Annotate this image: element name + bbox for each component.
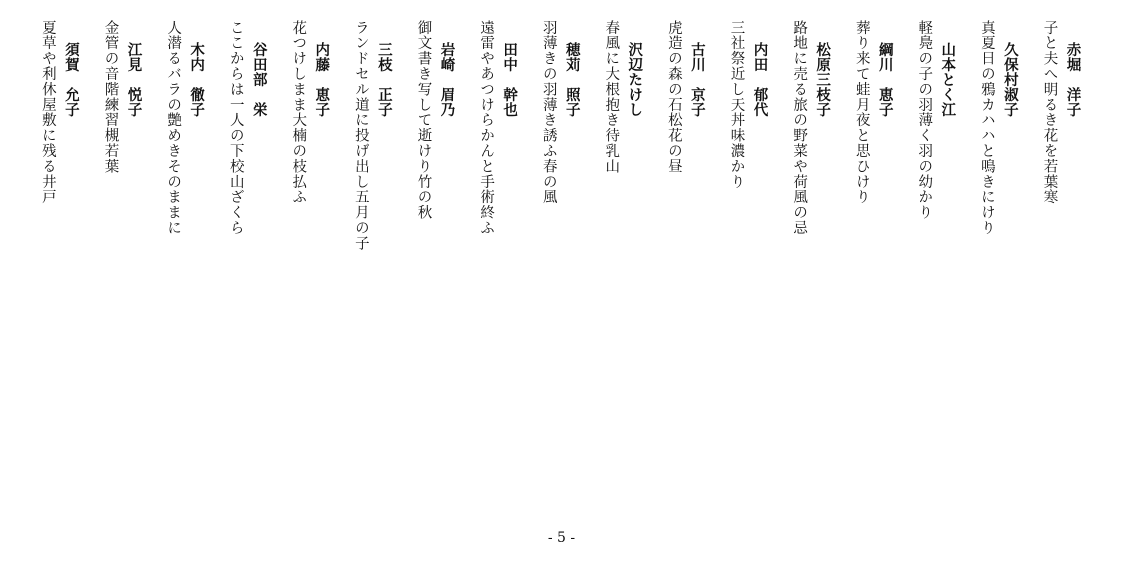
poem-haiku: 葬り来て蛙月夜と思ひけり: [853, 20, 870, 205]
poem-haiku: 遠雷やあつけらかんと手術終ふ: [478, 20, 495, 236]
poem-author: 木内 徹子: [188, 42, 206, 117]
page-number: - 5 -: [547, 530, 576, 546]
poem-author: 三枝 正子: [375, 42, 393, 117]
poem-haiku: ランドセル道に投げ出し五月の子: [352, 20, 369, 251]
poem-author: 綱川 恵子: [876, 42, 894, 117]
poem-haiku: 花つけしまま大楠の枝払ふ: [290, 20, 307, 205]
poem-author: 沢辺たけし: [626, 42, 644, 117]
poem-author: 赤堀 洋子: [1064, 42, 1082, 117]
poem-author: 松原三枝子: [814, 42, 832, 117]
poem-haiku: 金管の音階練習槻若葉: [102, 20, 119, 174]
poem-author: 田中 幹也: [501, 42, 519, 117]
poem-haiku: 三社祭近し天丼味濃かり: [728, 20, 745, 190]
poem-author: 内藤 恵子: [313, 42, 331, 117]
poem-haiku: 真夏日の鴉カハハと鳴きにけり: [978, 20, 995, 236]
poem-author: 山本とく江: [939, 42, 957, 117]
poem-author: 久保村淑子: [1001, 42, 1019, 117]
poem-haiku: ここからは一人の下校山ざくら: [227, 20, 244, 236]
poem-haiku: 虎造の森の石松花の昼: [665, 20, 682, 174]
poem-author: 須賀 允子: [62, 42, 80, 117]
poem-haiku: 子と夫へ明るき花を若葉寒: [1041, 20, 1058, 205]
poem-haiku: 春風に大根抱き待乳山: [603, 20, 620, 174]
poem-author: 穂苅 照子: [563, 42, 581, 117]
poem-haiku: 人潜るバラの艶めきそのままに: [165, 20, 182, 236]
poem-author: 江見 悦子: [125, 42, 143, 117]
poem-haiku: 路地に売る旅の野菜や荷風の忌: [791, 20, 808, 236]
poem-haiku: 夏草や利休屋敷に残る井戸: [39, 20, 56, 205]
poem-author: 内田 郁代: [751, 42, 769, 117]
poem-author: 谷田部 栄: [250, 42, 268, 117]
poem-haiku: 羽薄きの羽薄き誘ふ春の風: [540, 20, 557, 205]
poem-author: 古川 京子: [688, 42, 706, 117]
poem-author: 岩崎 眉乃: [438, 42, 456, 117]
poem-haiku: 軽鳧の子の羽薄く羽の幼かり: [916, 20, 933, 221]
poem-haiku: 御文書き写して逝けり竹の秋: [415, 20, 432, 221]
